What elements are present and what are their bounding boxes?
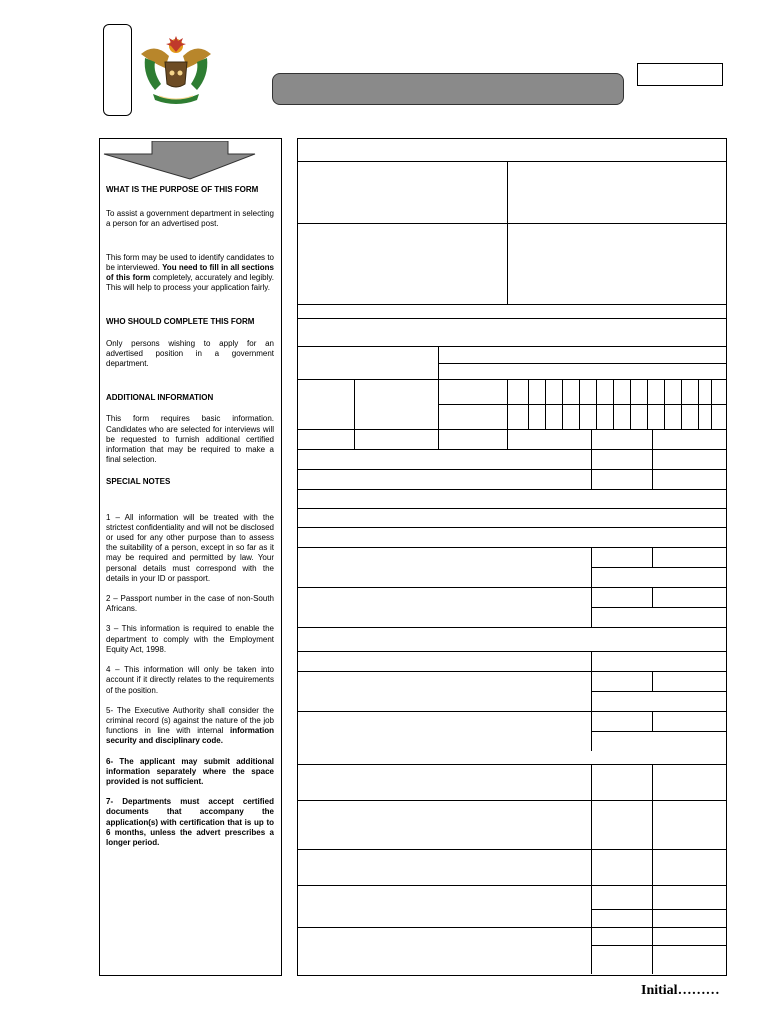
additional-text: This form requires basic information. Candidates who are selected for interviews will be requested to furnish additional certified information that may be required to make a final selection. [106,414,274,465]
purpose-text-2: This form may be used to identify candidates to be interviewed. You need to fill in all sections of this form completely, accurately and legibly. This will help to process your application fairly. [106,252,274,293]
instructions-panel [99,138,282,976]
heading-additional: ADDITIONAL INFORMATION [106,393,214,403]
purpose-text: To assist a government department in selecting a person for an advertised post. [106,209,274,229]
note-6: 6- The applicant may submit additional information separately where the space provided is not sufficient. [106,756,274,786]
reference-box [103,24,132,116]
heading-purpose: WHAT IS THE PURPOSE OF THIS FORM [106,185,259,194]
initial-label: Initial……… [641,983,720,998]
reference-number-box[interactable] [637,63,723,86]
note-1: 1 – All information will be treated with the strictest confidentiality and will not be disclosed or used for any other purpose than to assess the suitability of a person, except in so far as it may be required and permitted by law. Your personal details must correspond with the details in your ID or passport. [106,512,274,583]
note-2: 2 – Passport number in the case of non-South Africans. [106,594,274,614]
note-7: 7- Departments must accept certified documents that accompany the application(s) with certification that is up to 6 months, unless the advert prescribes a longer period. [106,797,274,847]
heading-special-notes: SPECIAL NOTES [106,477,171,487]
form-title-bar [272,73,624,105]
note-3: 3 – This information is required to enable the department to comply with the Employment Equity Act, 1998. [106,624,274,654]
arrow-down-icon [102,141,280,181]
who-text: Only persons wishing to apply for an advertised position in a government department. [106,338,274,369]
note-5: 5- The Executive Authority shall consider the criminal record (s) against the nature of the job functions in line with internal information security and disciplinary code. [106,705,274,746]
note-4: 4 – This information will only be taken into account if it directly relates to the requirements of the position. [106,665,274,695]
application-form-grid [297,138,727,976]
heading-who: WHO SHOULD COMPLETE THIS FORM [106,317,255,327]
coat-of-arms-icon [135,32,217,110]
